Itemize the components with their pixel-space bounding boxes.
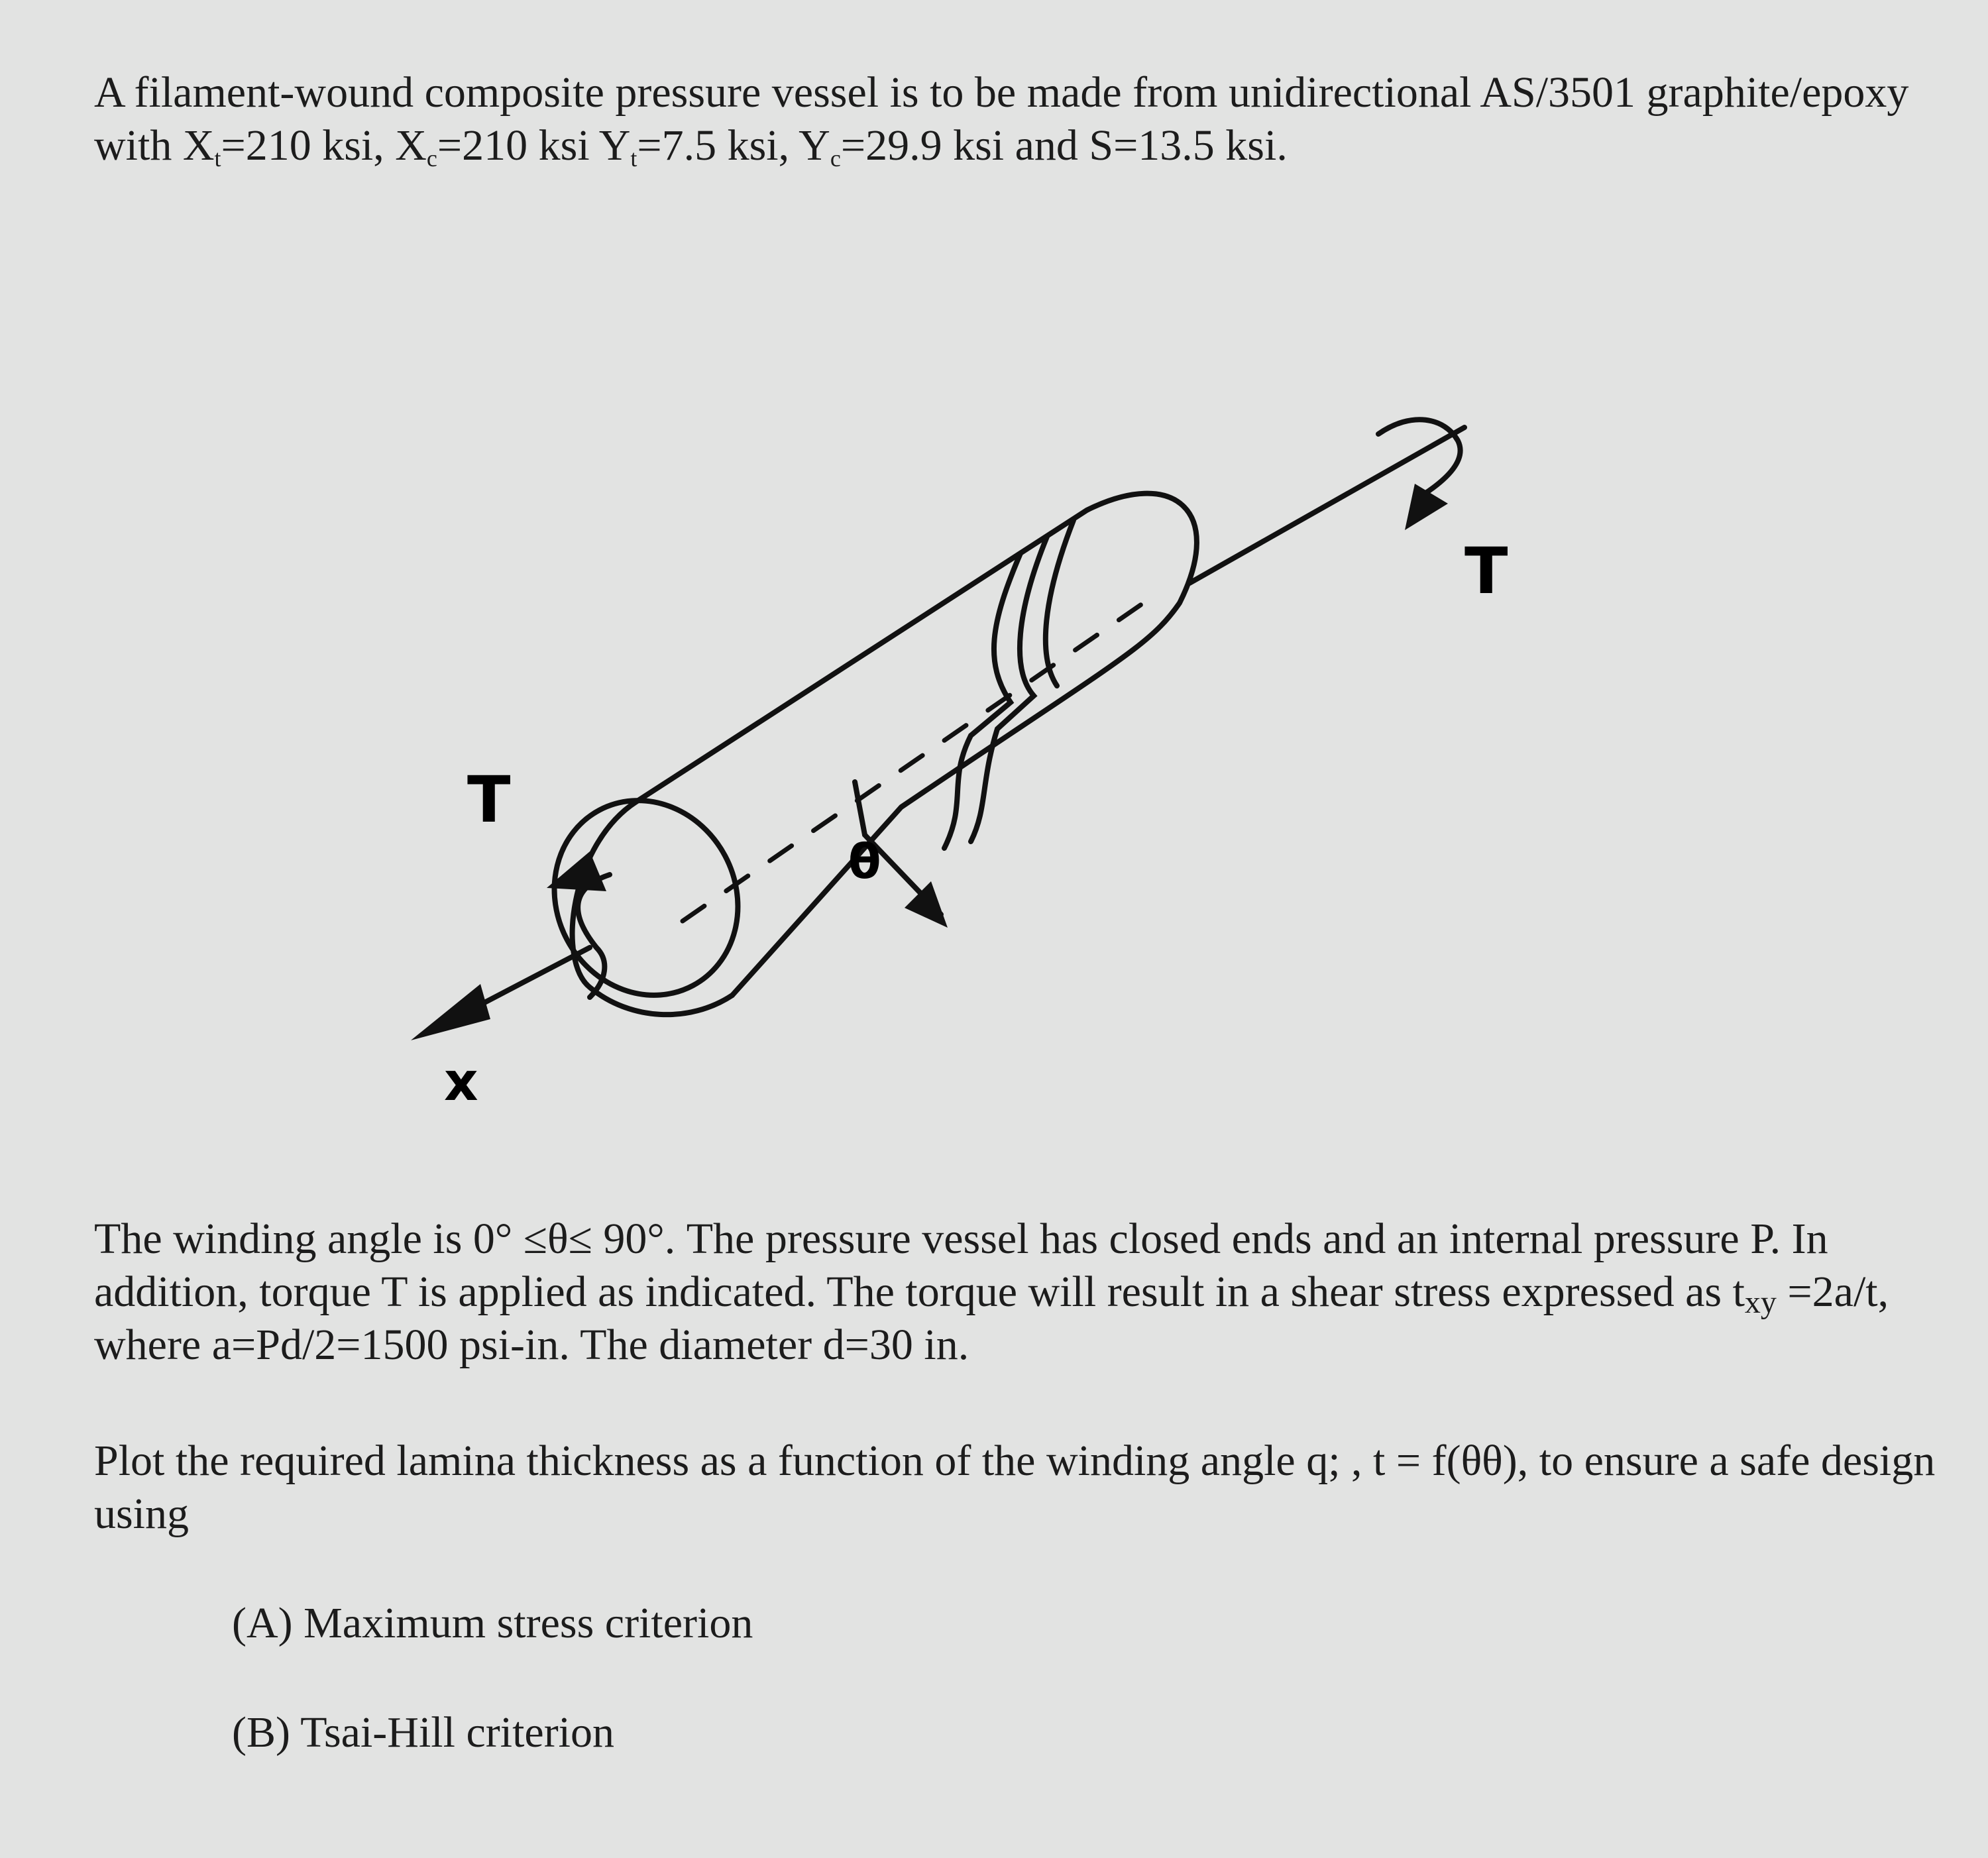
x-arrowhead [411, 984, 490, 1040]
intro-text: A filament-wound composite pressure vessel is to be made from unidirectional AS/3501 graphite/epoxy with X [94, 68, 1909, 170]
vessel-outline [636, 494, 1197, 995]
theta-label: θ [848, 834, 881, 889]
subscript: t [214, 145, 221, 172]
task-paragraph: Plot the required lamina thickness as a function of the winding angle q; , t = f(θθ), to ensure a safe design using [94, 1437, 1936, 1538]
conditions-text: The winding angle is 0° ≤θ≤ 90°. The pressure vessel has closed ends and an internal pressure P. In addition, torque T is applied as indicated. The torque will result in a shear stress expressed as t [94, 1215, 1828, 1316]
problem-statement [94, 66, 1936, 172]
intro-text: =7.5 ksi, Y [637, 121, 830, 170]
winding-line [1046, 520, 1074, 686]
theta-arrowhead [905, 881, 948, 928]
intro-text: =210 ksi Y [437, 121, 631, 170]
torque-arc-right [1378, 419, 1461, 494]
subscript: t [630, 145, 637, 172]
subscript: c [830, 145, 841, 172]
pressure-vessel-diagram [371, 384, 1508, 1153]
conditions-text: =2a/t, where a=Pd/2=1500 psi-in. The diameter d=30 in. [94, 1268, 1889, 1369]
subscript: c [426, 145, 437, 172]
torque-arrowhead-right [1405, 484, 1448, 530]
centerline [683, 596, 1153, 921]
subscript: xy [1744, 1285, 1777, 1320]
intro-text: =29.9 ksi and S=13.5 ksi. [840, 121, 1288, 170]
vessel-end-circle [520, 768, 771, 1028]
option-a: (A) Maximum stress criterion [232, 1599, 753, 1647]
axis-label-x: x [444, 1051, 478, 1113]
intro-text: =210 ksi, X [221, 121, 427, 170]
torque-label-left: T [467, 763, 511, 837]
conditions-paragraph [94, 1213, 1936, 1372]
torque-label-right: T [1464, 534, 1508, 608]
option-b: (B) Tsai-Hill criterion [232, 1708, 615, 1757]
